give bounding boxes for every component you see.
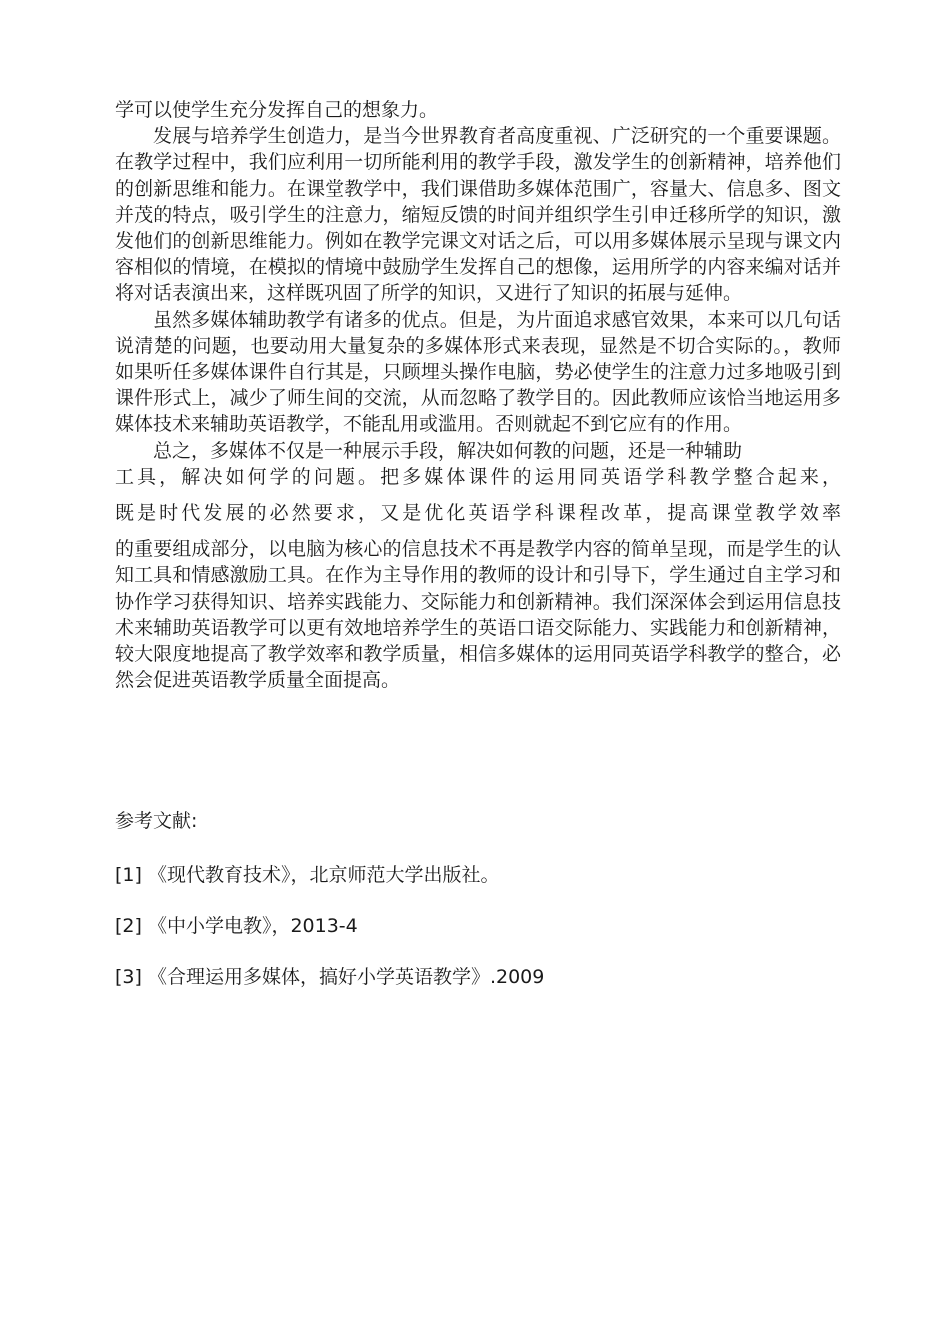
paragraph-4-line-3: 既是时代发展的必然要求，又是优化英语学科课程改革，提高课堂教学效率 (115, 502, 841, 525)
paragraph-1: 学可以使学生充分发挥自己的想象力。 (115, 99, 439, 121)
reference-item-2: [2] 《中小学电教》，2013-4 (115, 915, 358, 937)
reference-item-3: [3] 《合理运用多媒体，搞好小学英语教学》.2009 (115, 966, 545, 988)
paragraph-3: 虽然多媒体辅助教学有诸多的优点。但是，为片面追求感官效果，本来可以几句话说清楚的问题，也要动用大量复杂的多媒体形式来表现，显然是不切合实际的。，教师如果听任多媒体课件自行其是，只顾埋头操作电脑，势必使学生的注意力过多地吸引到课件形式上，减少了师生间的交流，从而忽略了教学目的。因此教师应该恰当地运用多媒体技术来辅助英语教学，不能乱用或滥用。否则就起不到它应有的作用。 (115, 308, 841, 436)
paragraph-4-line-1: 总之，多媒体不仅是一种展示手段，解决如何教的问题，还是一种辅助 (153, 439, 743, 462)
references-section (115, 808, 841, 1015)
reference-item-1: [1] 《现代教育技术》，北京师范大学出版社。 (115, 864, 500, 886)
body-text (115, 97, 841, 693)
paragraph-4-line-2: 工具，解决如何学的问题。把多媒体课件的运用同英语学科教学整合起来， (115, 465, 841, 488)
paragraph-4 (115, 438, 841, 464)
paragraph-2: 发展与培养学生创造力，是当今世界教育者高度重视、广泛研究的一个重要课题。在教学过程中，我们应利用一切所能利用的教学手段，激发学生的创新精神，培养他们的创新思维和能力。在课堂教学中，我们课借助多媒体范围广，容量大、信息多、图文并茂的特点，吸引学生的注意力，缩短反馈的时间并组织学生引申迁移所学的知识，激发他们的创新思维能力。例如在教学完课文对话之后，可以用多媒体展示呈现与课文内容相似的情境，在模拟的情境中鼓励学生发挥自己的想像，运用所学的内容来编对话并将对话表演出来，这样既巩固了所学的知识，又进行了知识的拓展与延伸。 (115, 125, 841, 305)
references-heading: 参考文献: (115, 810, 198, 832)
paragraph-4-rest: 的重要组成部分，以电脑为核心的信息技术不再是教学内容的简单呈现，而是学生的认知工具和情感激励工具。在作为主导作用的教师的设计和引导下，学生通过自主学习和协作学习获得知识、培养实践能力、交际能力和创新精神。我们深深体会到运用信息技术来辅助英语教学可以更有效地培养学生的英语口语交际能力、实践能力和创新精神，较大限度地提高了教学效率和教学质量，相信多媒体的运用同英语学科教学的整合，必然会促进英语教学质量全面提高。 (115, 538, 841, 692)
